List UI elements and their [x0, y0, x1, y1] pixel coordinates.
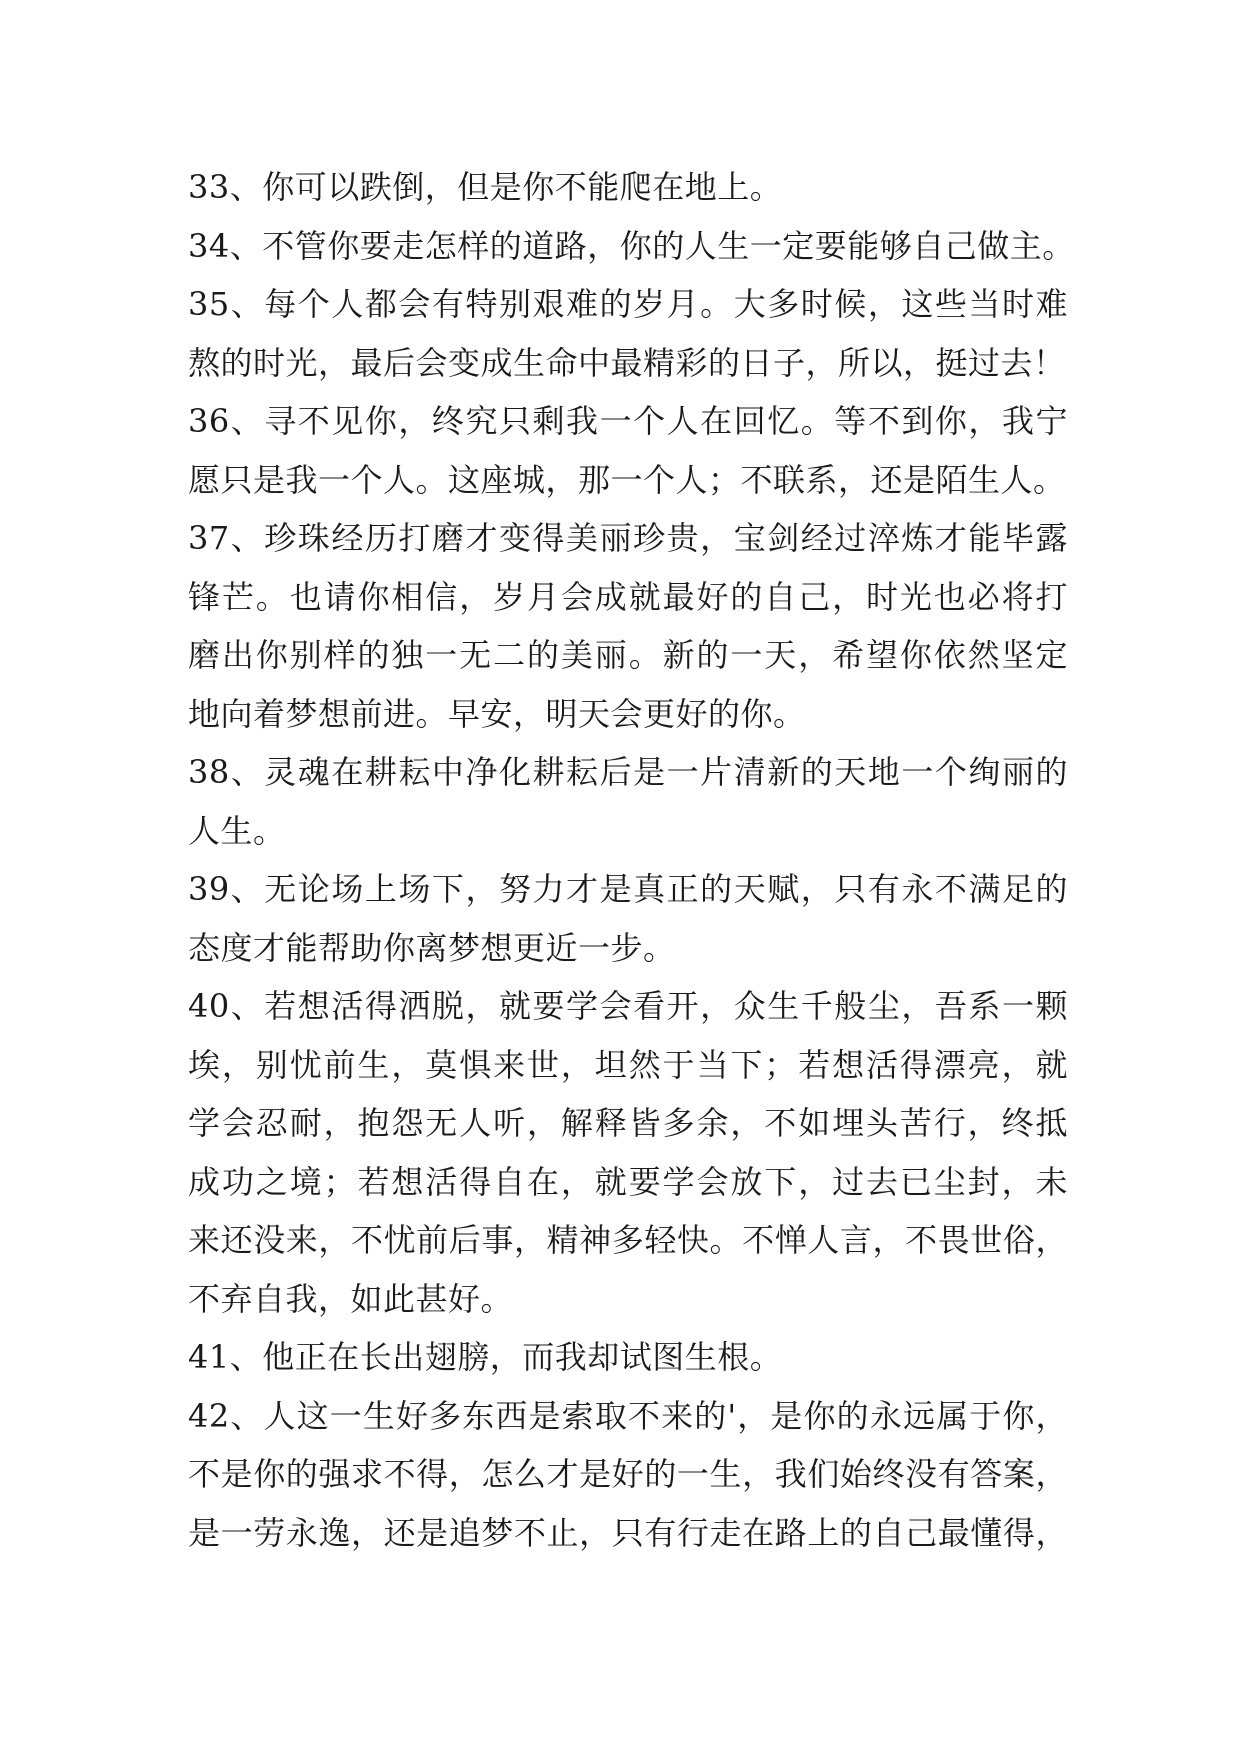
text-line: 35、每个人都会有特别艰难的岁月。大多时候，这些当时难 [188, 285, 1068, 323]
text-line: 学会忍耐，抱怨无人听，解释皆多余，不如埋头苦行，终抵 [188, 1104, 1068, 1142]
text-line: 态度才能帮助你离梦想更近一步。 [188, 928, 676, 967]
text-line: 40、若想活得洒脱，就要学会看开，众生千般尘，吾系一颗 [188, 987, 1068, 1025]
text-line: 磨出你别样的独一无二的美丽。新的一天，希望你依然坚定 [188, 636, 1068, 674]
text-line: 38、灵魂在耕耘中净化耕耘后是一片清新的天地一个绚丽的 [188, 753, 1068, 791]
text-line: 来还没来，不忧前后事，精神多轻快。不惮人言，不畏世俗， [188, 1221, 1068, 1259]
text-line: 人生。 [188, 811, 286, 850]
text-line: 熬的时光，最后会变成生命中最精彩的日子，所以，挺过去！ [188, 343, 1066, 382]
text-line: 是一劳永逸，还是追梦不止，只有行走在路上的自己最懂得， [188, 1513, 1068, 1552]
text-line: 34、不管你要走怎样的道路，你的人生一定要能够自己做主。 [188, 226, 1075, 265]
text-line: 地向着梦想前进。早安，明天会更好的你。 [188, 694, 806, 733]
text-line: 埃，别忧前生，莫惧来世，坦然于当下；若想活得漂亮，就 [188, 1045, 1068, 1084]
text-line: 愿只是我一个人。这座城，那一个人；不联系，还是陌生人。 [188, 460, 1066, 499]
text-line: 37、珍珠经历打磨才变得美丽珍贵，宝剑经过淬炼才能毕露 [188, 519, 1068, 557]
text-line: 不弃自我，如此甚好。 [188, 1279, 514, 1318]
document-body [188, 158, 1075, 1562]
text-line: 不是你的强求不得，怎么才是好的一生，我们始终没有答案， [188, 1455, 1068, 1493]
text-line: 41、他正在长出翅膀，而我却试图生根。 [188, 1338, 783, 1376]
text-line: 39、无论场上场下，努力才是真正的天赋，只有永不满足的 [188, 870, 1068, 908]
text-line: 成功之境；若想活得自在，就要学会放下，过去已尘封，未 [188, 1162, 1068, 1201]
text-line: 33、你可以跌倒，但是你不能爬在地上。 [188, 168, 783, 206]
text-line: 锋芒。也请你相信，岁月会成就最好的自己，时光也必将打 [188, 577, 1068, 616]
text-line: 42、人这一生好多东西是索取不来的'，是你的永远属于你， [188, 1396, 1068, 1435]
text-line: 36、寻不见你，终究只剩我一个人在回忆。等不到你，我宁 [188, 402, 1068, 440]
